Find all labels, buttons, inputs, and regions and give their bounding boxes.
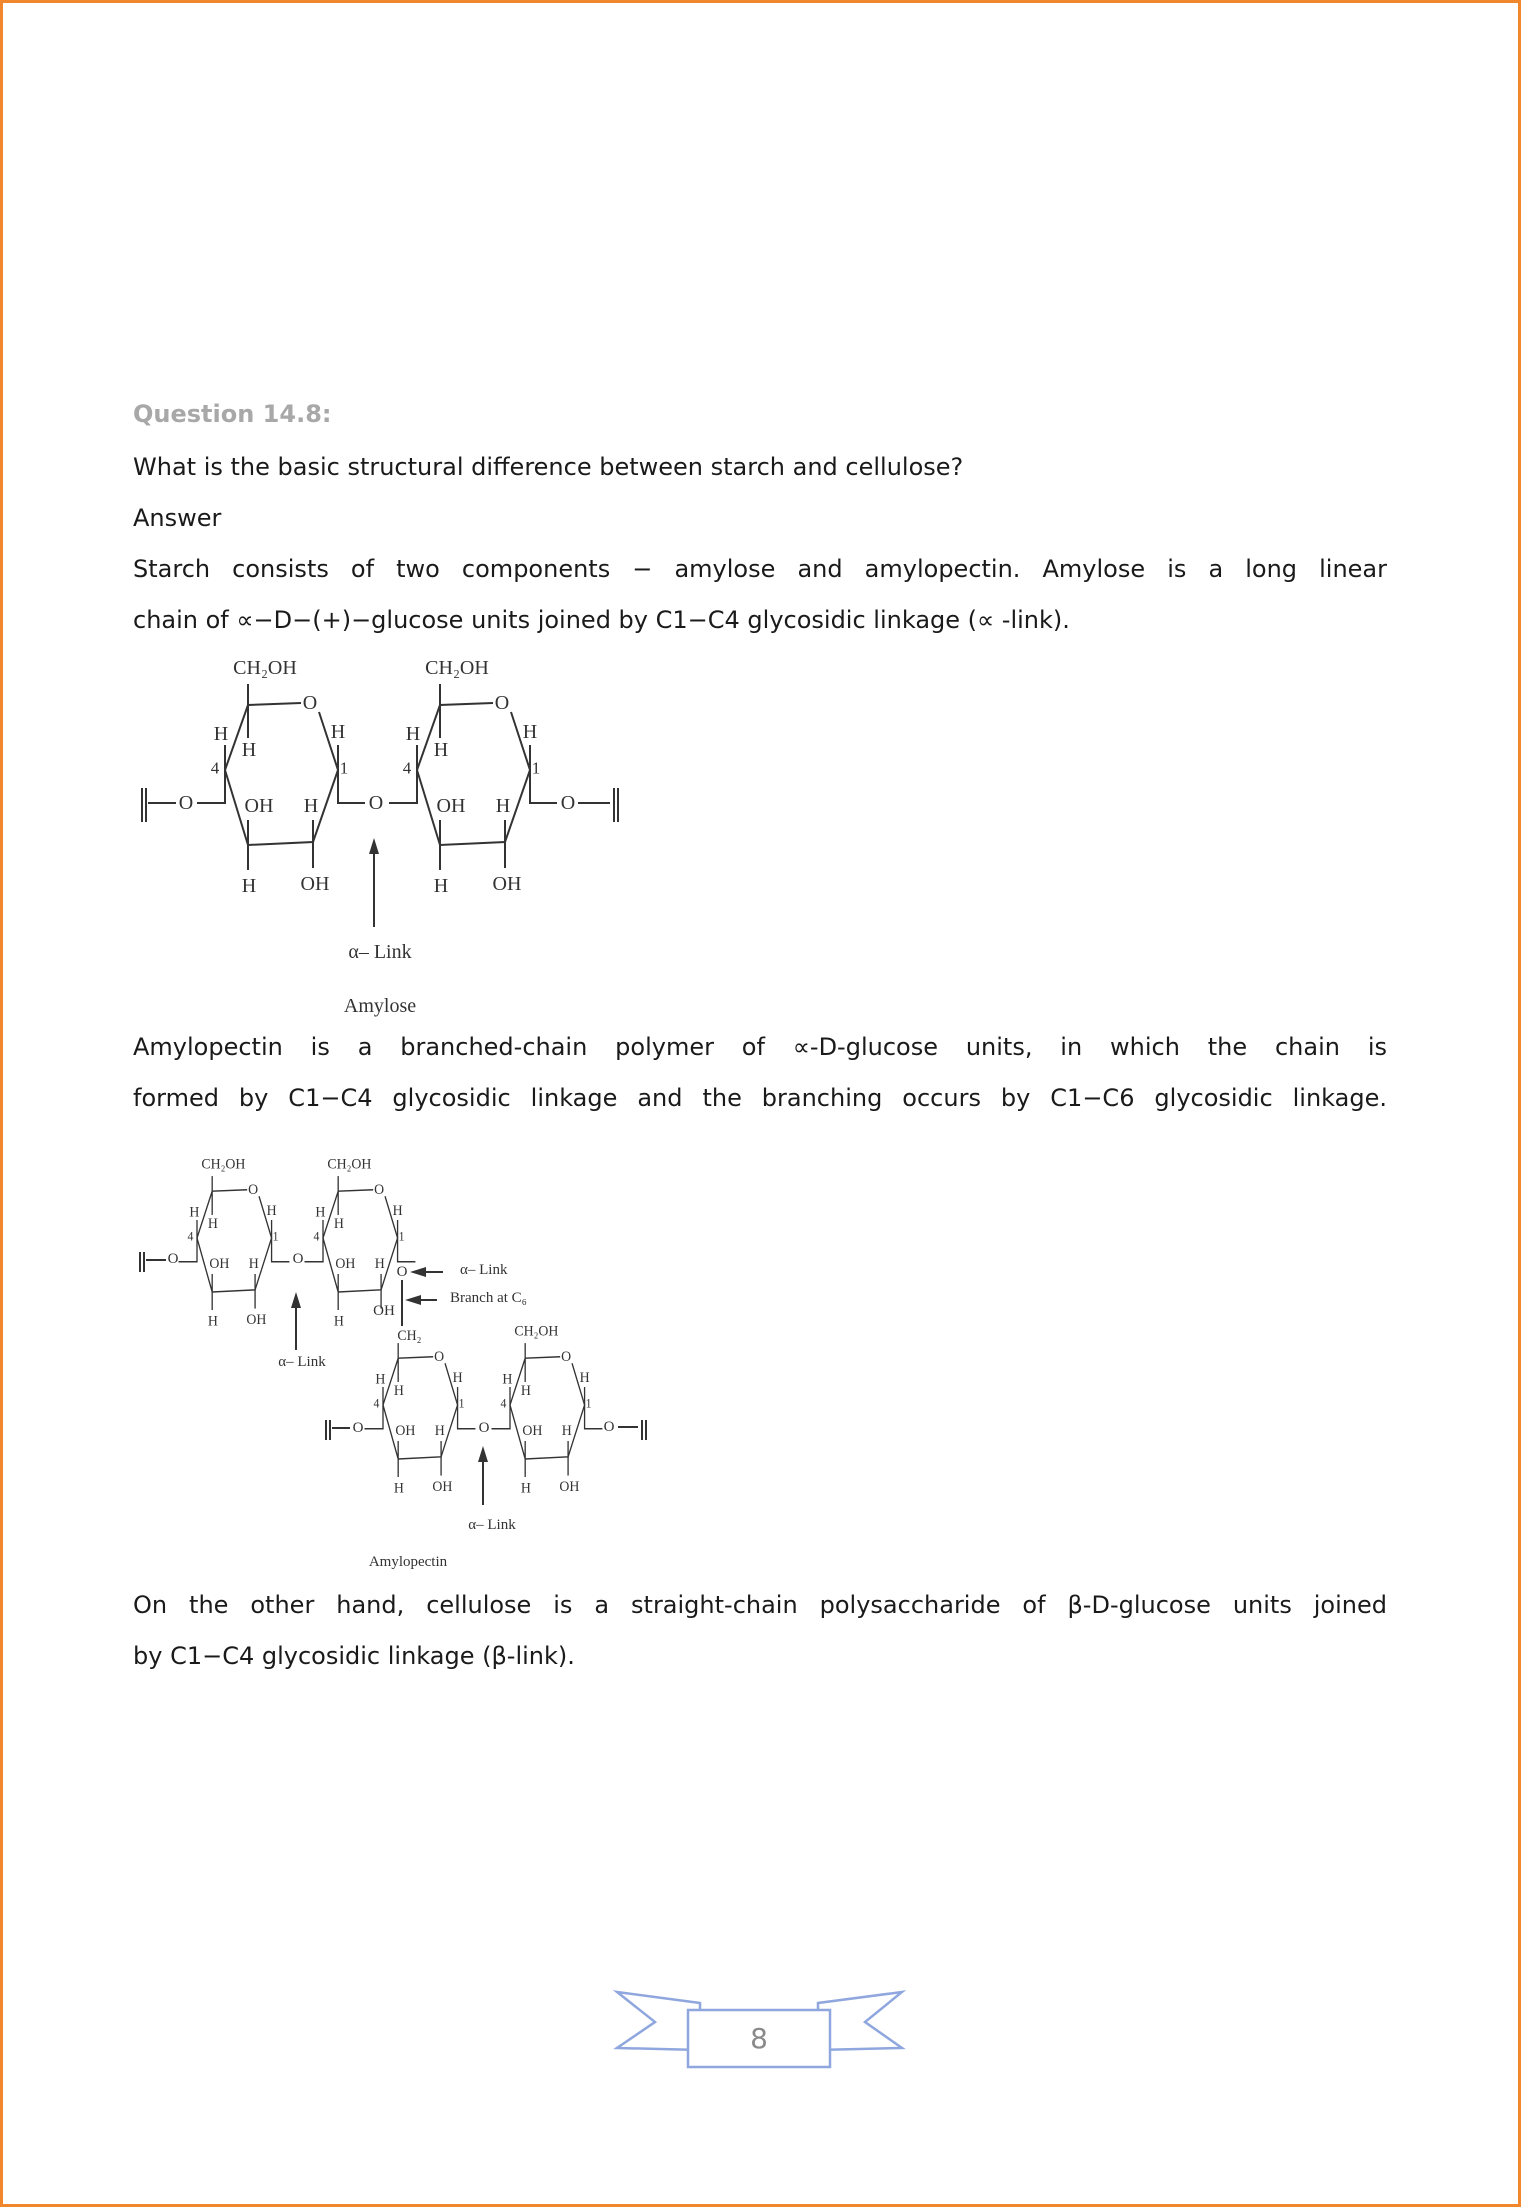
paragraph-3-line-2: by C1−C4 glycosidic linkage (β-link). xyxy=(133,1642,575,1670)
h-label: H xyxy=(207,1313,218,1330)
ch2oh-label: CH₂OH xyxy=(514,1323,559,1340)
amylopectin-structure xyxy=(140,1156,646,1570)
glucose-ring xyxy=(365,1328,476,1497)
oh-label: OH xyxy=(244,795,274,817)
paragraph-1-line-2: chain of ∝−D−(+)−glucose units joined by C1−C4 glycosidic linkage (∝ -link). xyxy=(133,606,1070,634)
alpha-link-label: α– Link xyxy=(460,1262,508,1278)
ring-oxygen: O xyxy=(374,1181,385,1199)
answer-label: Answer xyxy=(133,504,222,532)
h-label: H xyxy=(330,721,346,743)
glycosidic-oxygen: O xyxy=(292,1251,304,1267)
h-label: H xyxy=(392,1202,403,1219)
paragraph-2-line-1: Amylopectin is a branched-chain polymer of ∝-D-glucose units, in which the chain is xyxy=(133,1033,1387,1061)
paragraph-2-line-2: formed by C1−C4 glycosidic linkage and the branching occurs by C1−C6 glycosidic linkage. xyxy=(133,1084,1387,1112)
branch-oxygen: O xyxy=(396,1264,408,1280)
ring-bond xyxy=(417,703,493,770)
ring-oxygen: O xyxy=(494,692,510,714)
h-label: H xyxy=(241,739,257,761)
ring-bond xyxy=(510,1363,585,1459)
h-label: H xyxy=(452,1369,463,1386)
ch2-label: CH₂ xyxy=(397,1327,422,1345)
h-label: H xyxy=(375,1370,386,1388)
h-label: H xyxy=(315,1203,326,1221)
oh-label: OH xyxy=(209,1255,230,1273)
ch2oh-label: CH₂OH xyxy=(327,1156,372,1173)
ring-oxygen: O xyxy=(434,1348,445,1366)
glycosidic-oxygen: O xyxy=(603,1419,615,1435)
carbon-1-label: 1 xyxy=(272,1229,279,1244)
glucose-ring xyxy=(179,1156,290,1330)
ch2oh-label: CH₂OH xyxy=(201,1156,246,1173)
h-label: H xyxy=(434,1422,445,1440)
carbon-4-label: 4 xyxy=(373,1396,380,1411)
page-number: 8 xyxy=(750,2022,768,2055)
glycosidic-oxygen: O xyxy=(368,792,384,814)
alpha-link-label: α– Link xyxy=(468,1517,516,1533)
paragraph-1-line-1: Starch consists of two components − amylose and amylopectin. Amylose is a long linear xyxy=(133,555,1387,583)
h-label: H xyxy=(213,723,229,745)
glycosidic-oxygen: O xyxy=(167,1251,179,1267)
h-label: H xyxy=(333,1313,344,1330)
page-number-ribbon xyxy=(617,1992,902,2067)
h-label: H xyxy=(433,739,449,761)
h-label: H xyxy=(248,1255,259,1273)
alpha-link-arrow-head xyxy=(410,1267,426,1277)
h-label: H xyxy=(579,1369,590,1386)
ring-oxygen: O xyxy=(302,692,318,714)
ch2oh-label: CH₂OH xyxy=(233,657,297,679)
glucose-ring xyxy=(197,657,365,897)
glucose-ring xyxy=(492,1323,603,1497)
ring-bond xyxy=(225,703,301,770)
h-label: H xyxy=(522,721,538,743)
ring-bond xyxy=(417,712,530,845)
oh-label: OH xyxy=(492,873,522,895)
alpha-link-label: α– Link xyxy=(278,1354,326,1370)
amylopectin-caption: Amylopectin xyxy=(368,1554,448,1570)
glucose-ring xyxy=(305,1156,416,1330)
h-label: H xyxy=(520,1480,531,1497)
h-label: H xyxy=(374,1255,385,1273)
alpha-link-arrow-head xyxy=(369,838,379,854)
h-label: H xyxy=(266,1202,277,1219)
ring-oxygen: O xyxy=(248,1181,259,1199)
oh-label: OH xyxy=(335,1255,356,1273)
h-label: H xyxy=(303,795,319,817)
question-heading: Question 14.8: xyxy=(133,400,332,428)
glycosidic-oxygen: O xyxy=(352,1420,364,1436)
h-label: H xyxy=(207,1215,218,1232)
oh-label: OH xyxy=(436,795,466,817)
carbon-4-label: 4 xyxy=(402,758,412,778)
ring-bond xyxy=(383,1363,458,1459)
h-label: H xyxy=(393,1480,404,1497)
ring-oxygen: O xyxy=(561,1348,572,1366)
ring-bond xyxy=(197,1190,247,1238)
carbon-1-label: 1 xyxy=(339,758,349,778)
glycosidic-oxygen: O xyxy=(560,792,576,814)
ring-bond xyxy=(323,1196,398,1292)
h-label: H xyxy=(520,1382,531,1399)
ring-bond xyxy=(197,1196,272,1292)
carbon-4-label: 4 xyxy=(500,1396,507,1411)
ring-bond xyxy=(323,1190,373,1238)
oh-label: OH xyxy=(373,1303,395,1319)
oh-label: OH xyxy=(300,873,330,895)
h-label: H xyxy=(495,795,511,817)
question-text: What is the basic structural difference between starch and cellulose? xyxy=(133,453,964,481)
h-label: H xyxy=(189,1203,200,1221)
ring-bond xyxy=(383,1357,433,1405)
ring-bond xyxy=(225,712,338,845)
glucose-ring xyxy=(389,657,557,897)
oh-label: OH xyxy=(246,1311,267,1329)
branch-arrow-head xyxy=(405,1295,421,1305)
oh-label: OH xyxy=(522,1422,543,1440)
oh-label: OH xyxy=(559,1478,580,1496)
h-label: H xyxy=(333,1215,344,1232)
glycosidic-oxygen: O xyxy=(478,1420,490,1436)
h-label: H xyxy=(241,875,257,897)
h-label: H xyxy=(405,723,421,745)
h-label: H xyxy=(561,1422,572,1440)
amylose-caption: Amylose xyxy=(343,995,417,1017)
ring-bond xyxy=(510,1357,560,1405)
amylose-structure xyxy=(142,657,618,1017)
branch-label: Branch at C₆ xyxy=(450,1290,527,1306)
carbon-4-label: 4 xyxy=(313,1229,320,1244)
oh-label: OH xyxy=(432,1478,453,1496)
h-label: H xyxy=(502,1370,513,1388)
alpha-link-arrow-head xyxy=(478,1446,488,1462)
carbon-1-label: 1 xyxy=(585,1396,592,1411)
glycosidic-oxygen: O xyxy=(178,792,194,814)
carbon-4-label: 4 xyxy=(187,1229,194,1244)
carbon-1-label: 1 xyxy=(531,758,541,778)
ch2oh-label: CH₂OH xyxy=(425,657,489,679)
carbon-4-label: 4 xyxy=(210,758,220,778)
alpha-link-arrow-head xyxy=(291,1292,301,1308)
carbon-1-label: 1 xyxy=(458,1396,465,1411)
h-label: H xyxy=(393,1382,404,1399)
alpha-link-label: α– Link xyxy=(348,941,412,963)
h-label: H xyxy=(433,875,449,897)
oh-label: OH xyxy=(395,1422,416,1440)
paragraph-3-line-1: On the other hand, cellulose is a straight-chain polysaccharide of β-D-glucose units joined xyxy=(133,1591,1387,1619)
carbon-1-label: 1 xyxy=(398,1229,405,1244)
